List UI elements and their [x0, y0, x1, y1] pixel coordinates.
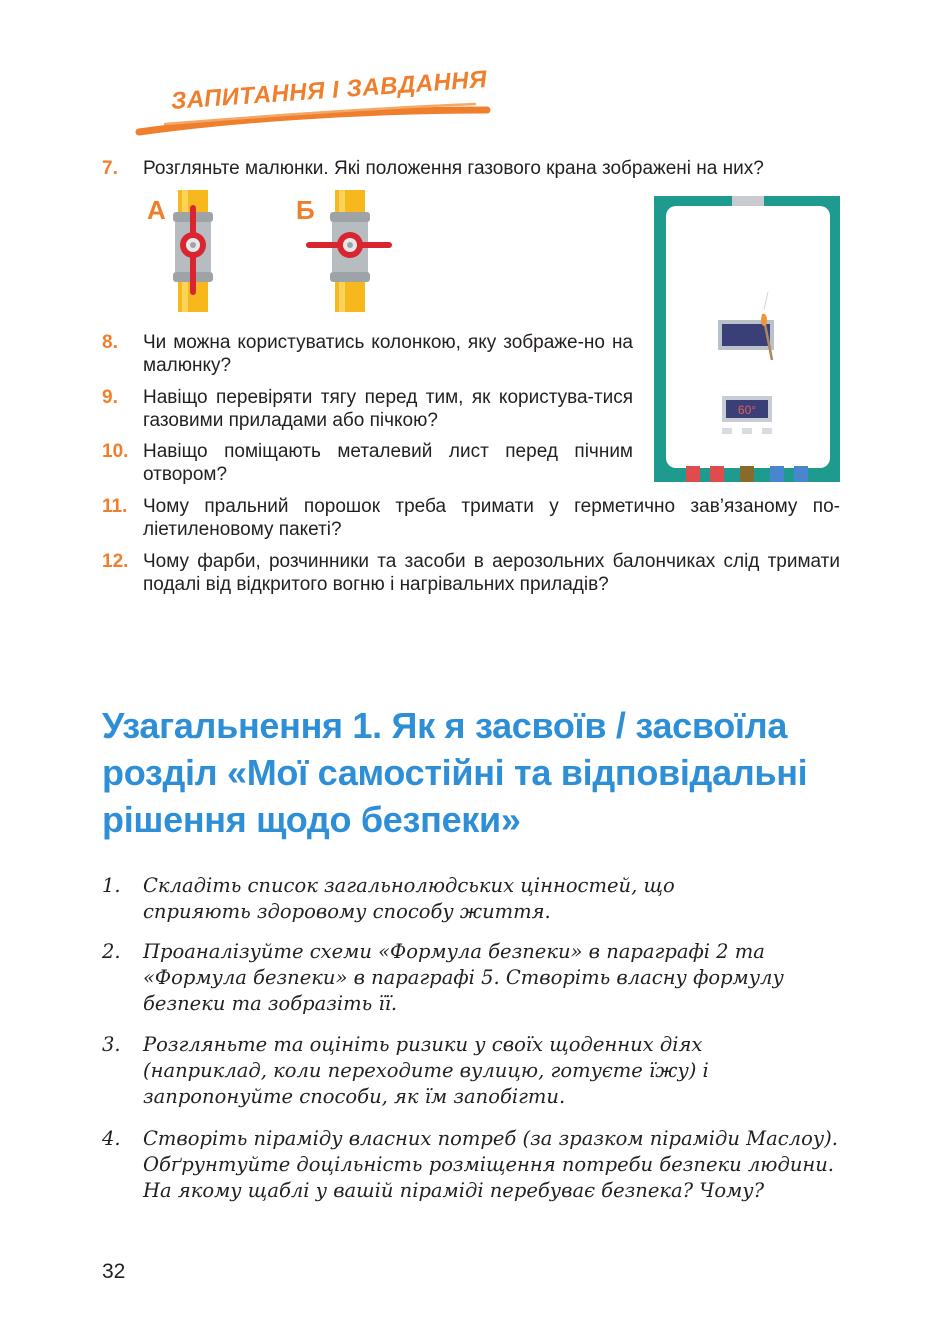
valve-figure-b: [290, 190, 400, 315]
question-text: Навіщо поміщають металевий лист перед пічним отвором?: [143, 441, 633, 485]
question-text: Розгляньте малюнки. Які положення газового крана зображені на них?: [143, 158, 764, 179]
question-text: Чому пральний порошок треба тримати у герметично зав’язаному по-ліетиленовому пакеті?: [143, 496, 840, 540]
gas-valve-closed-icon: [290, 190, 400, 315]
task-number: 4.: [102, 1127, 121, 1150]
task-text: Проаналізуйте схеми «Формула безпеки» в параграфі 2 та «Формула безпеки» в параграфі 5. Створіть власну формулу безпеки та зобразіть її.: [143, 940, 784, 1015]
question-text: Чи можна користуватись колонкою, яку зображе-но на малюнку?: [143, 332, 633, 376]
valve-figure-a: [140, 190, 230, 315]
question-text: Навіщо перевіряти тягу перед тим, як користува-тися газовими приладами або пічкою?: [143, 387, 633, 431]
question-number: 9.: [102, 387, 118, 408]
question-number: 7.: [102, 158, 118, 179]
gas-valve-open-icon: [140, 190, 230, 315]
question-number: 10.: [102, 441, 129, 462]
valve-label-a: А: [147, 195, 166, 225]
task-text: Складіть список загальнолюдських цінностей, що сприяють здоровому способу життя.: [143, 874, 675, 923]
valve-label-b: Б: [296, 195, 315, 225]
question-number: 11.: [102, 496, 128, 517]
question-text: Чому фарби, розчинники та засоби в аерозольних балончиках слід тримати подалі від відкритого вогню і нагрівальних приладів?: [143, 551, 840, 595]
boiler-display: 60°: [737, 403, 757, 417]
task-text: Створіть піраміду власних потреб (за зразком піраміди Маслоу). Обґрунтуйте доцільність розміщення потреби безпеки людини. На якому щаблі у вашій піраміді перебуває безпека? Чому?: [143, 1127, 838, 1202]
task-text: Розгляньте та оцініть ризики у своїх щоденних діях (наприклад, коли переходите вулицю, готуєте їжу) і запропонуйте способи, як їм запобігти.: [143, 1033, 709, 1108]
task-number: 3.: [102, 1033, 121, 1056]
section-header-title: ЗАПИТАННЯ І ЗАВДАННЯ: [170, 65, 488, 115]
task-number: 1.: [102, 874, 121, 897]
task-number: 2.: [102, 940, 121, 963]
question-number: 8.: [102, 332, 118, 353]
question-number: 12.: [102, 551, 129, 572]
gas-boiler-illustration: [654, 196, 840, 482]
section-header: [135, 65, 495, 140]
page-number: 32: [102, 1260, 126, 1283]
gas-boiler-icon: [654, 196, 840, 482]
section-heading: Узагальнення 1. Як я засвоїв / засвоїла розділ «Мої самостійні та відповідальні рішення щодо безпеки»: [102, 705, 808, 840]
